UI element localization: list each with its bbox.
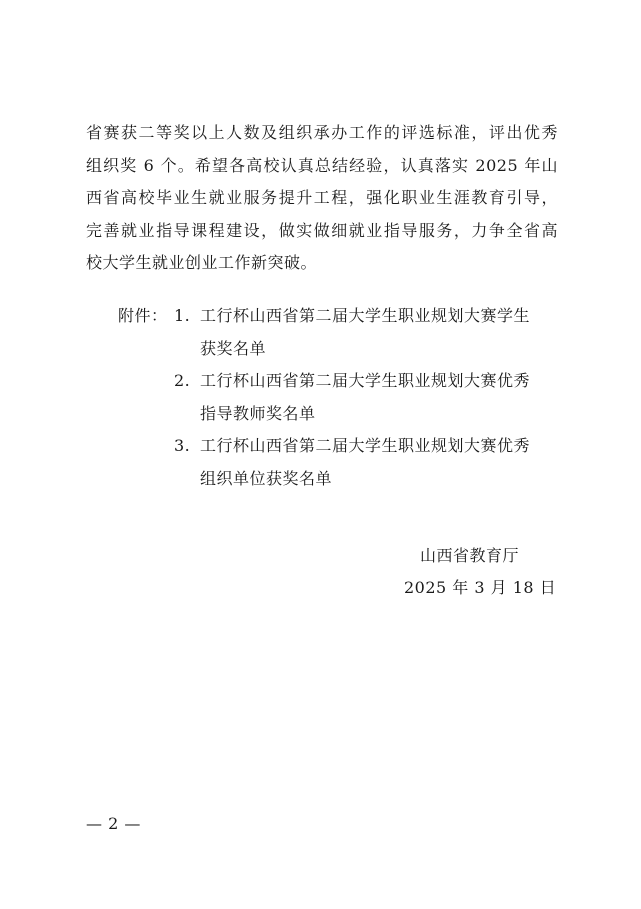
issue-date: 2025 年 3 月 18 日 bbox=[404, 578, 557, 597]
paragraph-line: 省赛获二等奖以上人数及组织承办工作的评选标准，评出优秀 bbox=[86, 123, 558, 142]
attachment-number: 1. bbox=[174, 306, 191, 325]
attachment-title-line: 指导教师奖名单 bbox=[200, 403, 316, 423]
attachment-title-line: 工行杯山西省第二届大学生职业规划大赛优秀 bbox=[200, 371, 531, 390]
issuing-organization: 山西省教育厅 bbox=[420, 546, 520, 565]
attachment-number: 3. bbox=[174, 436, 191, 455]
attachment-title-line: 工行杯山西省第二届大学生职业规划大赛学生 bbox=[200, 306, 531, 325]
attachment-title-line: 组织单位获奖名单 bbox=[200, 468, 333, 488]
attachment-item-1 bbox=[118, 300, 578, 365]
attachment-item-3 bbox=[118, 430, 578, 495]
attachment-title bbox=[200, 300, 578, 365]
attachment-number: 2. bbox=[174, 371, 191, 390]
attachment-title bbox=[200, 365, 578, 430]
body-paragraph bbox=[86, 117, 558, 280]
attachment-title bbox=[200, 430, 578, 495]
page-number: — 2 — bbox=[86, 814, 141, 833]
signature-block bbox=[404, 540, 564, 604]
paragraph-line: 完善就业指导课程建设，做实做细就业指导服务，力争全省高 bbox=[86, 220, 558, 240]
attachment-title-line: 获奖名单 bbox=[200, 338, 267, 358]
attachment-title-line: 工行杯山西省第二届大学生职业规划大赛优秀 bbox=[200, 436, 531, 455]
paragraph-line: 西省高校毕业生就业服务提升工程，强化职业生涯教育引导， bbox=[86, 188, 558, 207]
attachments-list bbox=[118, 300, 578, 495]
attachments-label: 附件： bbox=[118, 306, 168, 325]
attachment-item-2 bbox=[118, 365, 578, 430]
paragraph-line: 组织奖 6 个。希望各高校认真总结经验，认真落实 2025 年山 bbox=[86, 155, 558, 175]
paragraph-line: 校大学生就业创业工作新突破。 bbox=[86, 253, 318, 272]
